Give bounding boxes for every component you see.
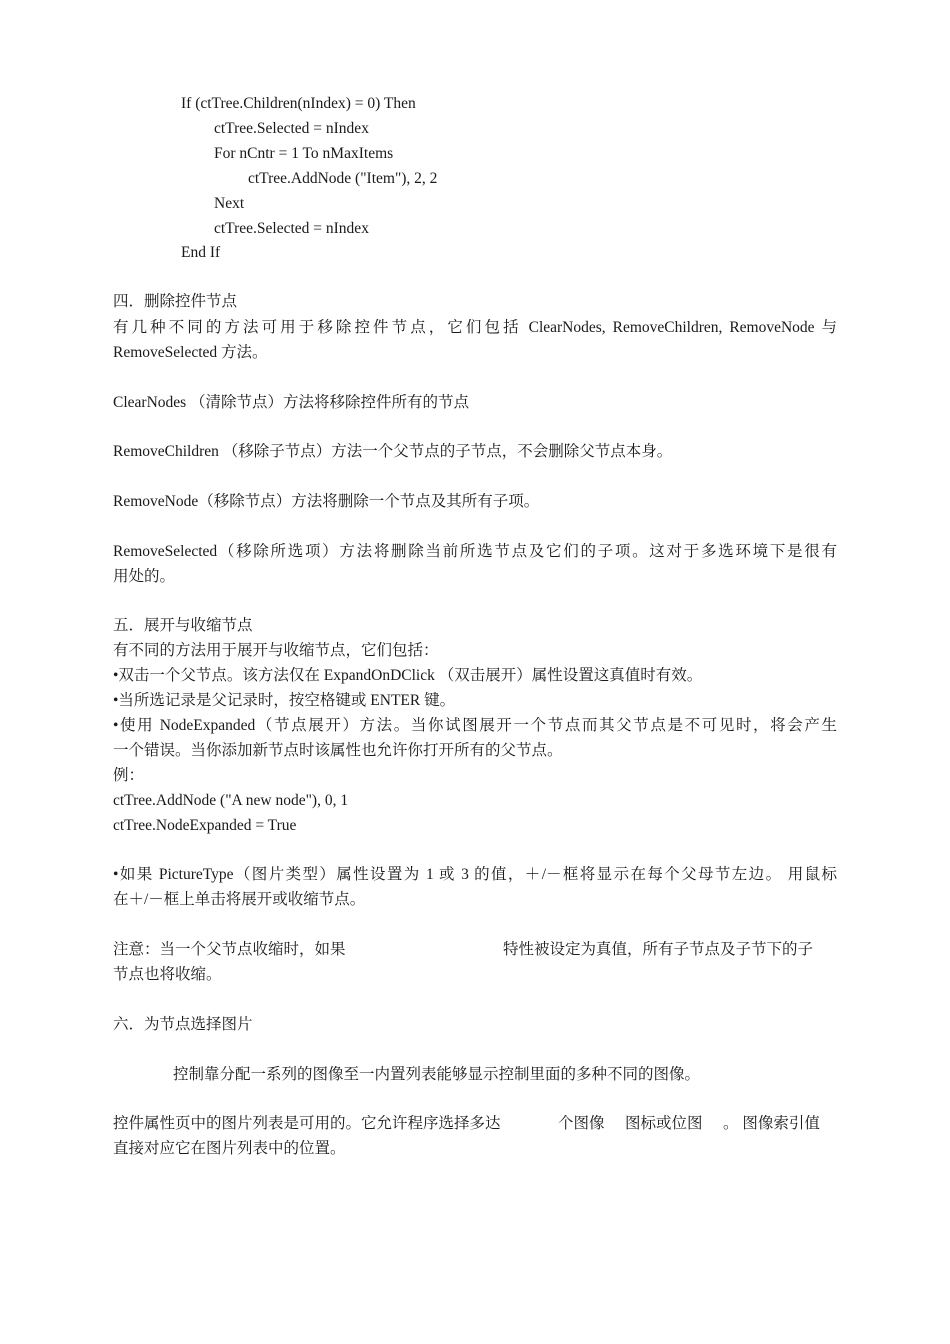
section-heading-expand-collapse: 五．展开与收缩节点	[113, 617, 253, 634]
code-line: ctTree.AddNode ("Item"), 2, 2	[248, 170, 438, 187]
paragraph: 控件属性页中的图片列表是可用的。它允许程序选择多达	[113, 1115, 501, 1132]
paragraph: 直接对应它在图片列表中的位置。	[113, 1140, 346, 1157]
note-text: 特性被设定为真值，所有子节点及子节下的子	[503, 941, 814, 958]
list-item: 在＋/－框上单击将展开或收缩节点。	[113, 891, 366, 908]
code-line: End If	[181, 244, 221, 261]
code-line: ctTree.NodeExpanded = True	[113, 817, 297, 834]
paragraph: 图标或位图	[625, 1115, 703, 1132]
list-item: •当所选记录是父记录时，按空格键或 ENTER 键。	[113, 692, 456, 709]
code-line: ctTree.AddNode ("A new node"), 0, 1	[113, 792, 349, 809]
note-text: 节点也将收缩。	[113, 966, 222, 983]
paragraph-remove-selected: RemoveSelected（移除所选项）方法将删除当前所选节点及它们的子项。这对于多选环境下是很有	[113, 543, 837, 560]
code-line: If (ctTree.Children(nIndex) = 0) Then	[181, 95, 416, 112]
note-text: 注意：当一个父节点收缩时，如果	[113, 941, 346, 958]
paragraph-remove-children: RemoveChildren （移除子节点）方法一个父节点的子节点，不会删除父节点本身。	[113, 443, 673, 460]
code-line: ctTree.Selected = nIndex	[214, 220, 369, 237]
code-line: Next	[214, 195, 245, 212]
list-item: •使用 NodeExpanded（节点展开）方法。当你试图展开一个节点而其父节点是不可见时，将会产生	[113, 717, 837, 734]
list-item: •双击一个父节点。该方法仅在 ExpandOnDClick （双击展开）属性设置这真值时有效。	[113, 667, 703, 684]
paragraph: 有几种不同的方法可用于移除控件节点，它们包括 ClearNodes, RemoveChildren, RemoveNode 与	[113, 319, 837, 336]
section-heading-delete-nodes: 四．删除控件节点	[113, 293, 238, 310]
list-item: 一个错误。当你添加新节点时该属性也允许你打开所有的父节点。	[113, 742, 563, 759]
paragraph: 。 图像索引值	[723, 1115, 820, 1132]
paragraph-remove-selected: 用处的。	[113, 568, 176, 585]
paragraph: RemoveSelected 方法。	[113, 344, 268, 361]
code-line: ctTree.Selected = nIndex	[214, 120, 369, 137]
example-label: 例：	[113, 767, 145, 784]
paragraph: 个图像	[558, 1115, 605, 1132]
paragraph: 控制靠分配一系列的图像至一内置列表能够显示控制里面的多种不同的图像。	[173, 1066, 701, 1083]
code-line: For nCntr = 1 To nMaxItems	[214, 145, 394, 162]
paragraph-remove-node: RemoveNode（移除节点）方法将删除一个节点及其所有子项。	[113, 493, 540, 510]
paragraph: 有不同的方法用于展开与收缩节点，它们包括：	[113, 642, 439, 659]
section-heading-node-pictures: 六．为节点选择图片	[113, 1016, 253, 1033]
paragraph-clear-nodes: ClearNodes （清除节点）方法将移除控件所有的节点	[113, 394, 470, 411]
list-item: •如果 PictureType（图片类型）属性设置为 1 或 3 的值，＋/－框将显示在每个父母节左边。 用鼠标	[113, 866, 837, 883]
